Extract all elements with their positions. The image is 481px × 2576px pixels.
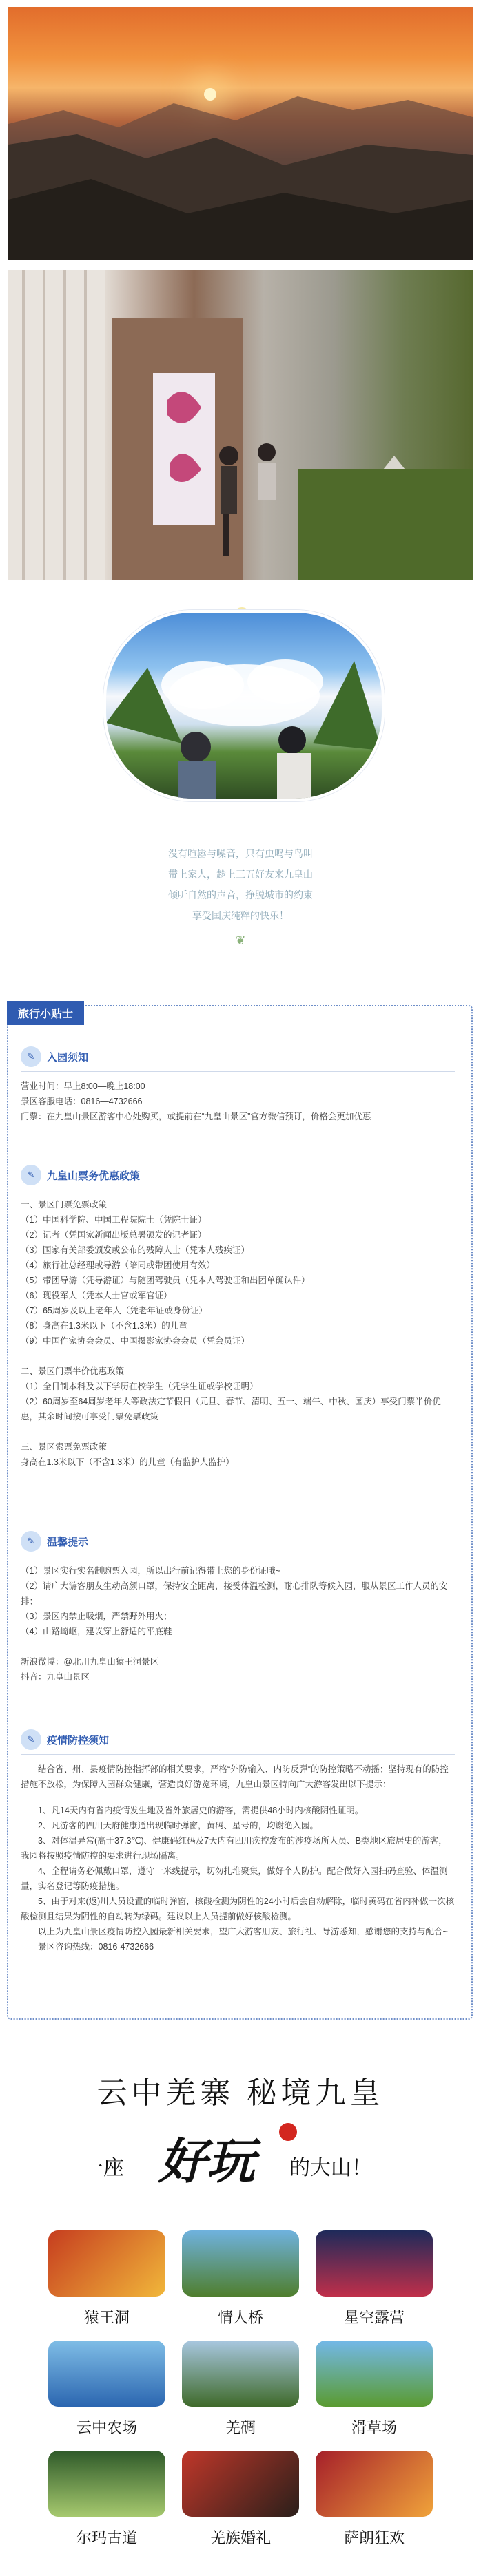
heading-underline (21, 1071, 455, 1072)
attraction-tile-7[interactable] (182, 2451, 299, 2548)
attraction-photo (182, 2451, 299, 2517)
free-policy-item: （8）身高在1.3米以下（不含1.3米）的儿童 (21, 1321, 187, 1331)
attraction-photo (316, 2230, 433, 2297)
poem-line: 没有喧嚣与噪音，只有虫鸣与鸟叫 (168, 848, 313, 859)
cloud-photo-scene (106, 613, 382, 799)
bottom-title: 云中羌寨 秘境九皇 (96, 2076, 385, 2110)
half-price-item: （1）全日制本科及以下学历在校学生（凭学生证或学校证明） (21, 1382, 258, 1391)
attraction-tile-8[interactable] (316, 2451, 433, 2548)
attraction-name: 羌碉 (225, 2419, 256, 2436)
ticket-policy-heading: 九皇山票务优惠政策 (47, 1170, 141, 1182)
epidemic-item: 以上为九皇山景区疫情防控入园最新相关要求，望广大游客朋友、旅行社、导游悉知，感谢您的支持与配合~ (38, 1927, 448, 1936)
attraction-name: 星空露营 (343, 2309, 405, 2326)
opening-hours: 营业时间：早上8:00—晚上18:00 (21, 1081, 145, 1091)
free-policy-item: （3）国家有关部委颁发或公布的残障人士（凭本人残疾证） (21, 1245, 249, 1255)
warm-tip-item: （1）景区实行实名制购票入园，所以出行前记得带上您的身份证哦~ (21, 1566, 280, 1576)
half-price-title: 二、景区门票半价优惠政策 (21, 1366, 125, 1376)
info-icon: ✎ (21, 1046, 41, 1067)
attraction-tile-1[interactable] (182, 2230, 299, 2327)
slogan-highlight: 好玩 (158, 2136, 255, 2189)
free-policy-item: （2）记者（凭国家新闻出版总署颁发的记者证） (21, 1230, 207, 1240)
epidemic-intro: 结合省、州、县疫情防控指挥部的相关要求，严格“外防输入、内防反弹”的防控策略不动摇；坚持现有的防控措施不放松，为保障入园群众健康，营造良好游览环境，九皇山景区特向广大游客发出以下提示： (21, 1764, 449, 1789)
attraction-name: 羌族婚礼 (209, 2529, 271, 2546)
attraction-tile-6[interactable] (48, 2451, 165, 2548)
entry-notice-header (21, 1045, 455, 1068)
sunset-mountain-photo (8, 7, 473, 260)
ticket-policy-header (21, 1163, 455, 1187)
attraction-photo (182, 2230, 299, 2297)
bell-icon: ✎ (21, 1531, 41, 1552)
warm-tip-item: （4）山路崎岖，建议穿上舒适的平底鞋 (21, 1627, 172, 1636)
attraction-tile-4[interactable] (182, 2341, 299, 2438)
attraction-name: 尔玛古道 (76, 2529, 137, 2546)
poem-line: 享受国庆纯粹的快乐！ (192, 910, 289, 921)
epidemic-item: 3、对体温异常(高于37.3℃)、健康码红码及7天内有四川疾控发布的涉疫场所人员、B类地区旅居史的游客，我园将按照疫情防控的要求进行现场隔离。 (21, 1836, 447, 1861)
heading-underline (21, 1754, 455, 1755)
ride-policy-item: 身高在1.3米以下（不含1.3米）的儿童（有监护人监护） (21, 1457, 234, 1467)
attraction-name: 滑草场 (351, 2419, 397, 2436)
attraction-photo (316, 2451, 433, 2517)
attraction-name: 萨朗狂欢 (343, 2529, 405, 2546)
free-policy-title: 一、景区门票免票政策 (21, 1200, 108, 1210)
attraction-tile-5[interactable] (316, 2341, 433, 2438)
attraction-photo (48, 2341, 165, 2407)
shield-icon: ✎ (21, 1729, 41, 1750)
attraction-photo (48, 2451, 165, 2517)
ticket-policy-section (21, 1163, 455, 1470)
poem-line: 带上家人，趁上三五好友来九皇山 (168, 869, 313, 880)
walkway-photo (8, 270, 473, 580)
service-phone: 景区客服电话：0816—4732666 (21, 1097, 143, 1106)
entry-notice-heading: 入园须知 (47, 1051, 89, 1064)
slogan-suffix: 的大山！ (289, 2157, 372, 2179)
warm-tips-header (21, 1530, 455, 1553)
epidemic-item: 1、凡14天内有省内疫情发生地及省外旅居史的游客，需提供48小时内核酸阴性证明。 (38, 1806, 364, 1815)
epidemic-notice-header (21, 1728, 455, 1751)
free-policy-item: （7）65周岁及以上老年人（凭老年证或身份证） (21, 1306, 207, 1316)
attraction-name: 猿王洞 (83, 2309, 130, 2326)
free-policy-item: （1）中国科学院、中国工程院院士（凭院士证） (21, 1215, 207, 1225)
attraction-tile-3[interactable] (48, 2341, 165, 2438)
leaf-icon: ❦ (235, 933, 246, 947)
free-policy-item: （5）带团导游（凭导游证）与随团驾驶员（凭本人驾驶证和出团单确认件） (21, 1276, 310, 1285)
ticket-icon: ✎ (21, 1165, 41, 1185)
attraction-name: 情人桥 (217, 2309, 263, 2326)
intro-poem (0, 843, 481, 926)
epidemic-item: 2、凡游客的四川天府健康通出现临时弹窗，黄码、星号的，均谢绝入园。 (38, 1821, 318, 1830)
attraction-photo (48, 2230, 165, 2297)
attraction-photo (316, 2341, 433, 2407)
ticket-info: 门票：在九皇山景区游客中心处购买，或提前在“九皇山景区”官方微信预订，价格会更加优惠 (21, 1112, 371, 1121)
free-policy-item: （6）现役军人（凭本人士官或军官证） (21, 1291, 172, 1300)
warm-tips-heading: 温馨提示 (47, 1536, 89, 1548)
free-policy-item: （9）中国作家协会会员、中国摄影家协会会员（凭会员证） (21, 1336, 249, 1346)
warm-tips-section (21, 1530, 455, 1685)
half-price-item: （2）60周岁至64周岁老年人等政法定节假日（元旦、春节、清明、五一、端午、中秋、国庆）享受门票半价优惠，其余时间按可享受门票免票政策 (21, 1397, 441, 1422)
ride-policy-title: 三、景区索票免票政策 (21, 1442, 108, 1452)
mountain-silhouette (8, 7, 473, 260)
consult-phone: 景区咨询热线：0816-4732666 (38, 1942, 154, 1952)
attraction-name: 云中农场 (76, 2419, 137, 2436)
entry-notice-section (21, 1045, 455, 1124)
free-policy-item: （4）旅行社总经理或导游（陪同或带团使用有效） (21, 1260, 215, 1270)
red-seal (279, 2123, 297, 2141)
epidemic-notice-heading: 疫情防控须知 (47, 1734, 110, 1746)
douyin-account: 抖音：九皇山景区 (21, 1672, 90, 1682)
epidemic-notice-section (21, 1728, 455, 1954)
cloud-framed-photo (103, 610, 385, 801)
attraction-tile-0[interactable] (48, 2230, 165, 2327)
walkway-scene (8, 270, 473, 580)
attraction-photo (182, 2341, 299, 2407)
epidemic-item: 5、由于对来(返)川人员设置的临时弹窗，核酸检测为阴性的24小时后会自动解除，临时黄码在省内补做一次核酸检测且结果为阴性的自动转为绿码。建议以上人员提前做好核酸检测。 (21, 1897, 455, 1921)
warm-tip-item: （2）请广大游客朋友生动高颜口罩，保持安全距离，接受体温检测，耐心排队等候入园，服从景区工作人员的安排； (21, 1581, 448, 1606)
weibo-account: 新浪微博：@北川九皇山猿王洞景区 (21, 1657, 159, 1667)
attraction-tile-2[interactable] (316, 2230, 433, 2327)
slogan (83, 2123, 400, 2192)
travel-tips-title: 旅行小贴士 (7, 1001, 84, 1025)
poem-line: 倾听自然的声音，挣脱城市的约束 (168, 889, 313, 900)
epidemic-item: 4、全程请务必佩戴口罩，遵守一米线提示，切勿扎堆聚集，做好个人防护。配合做好入园扫码查验、体温测量，实名登记等防疫措施。 (21, 1866, 448, 1891)
warm-tip-item: （3）景区内禁止吸烟，严禁野外用火； (21, 1612, 172, 1621)
slogan-prefix: 一座 (83, 2157, 124, 2179)
